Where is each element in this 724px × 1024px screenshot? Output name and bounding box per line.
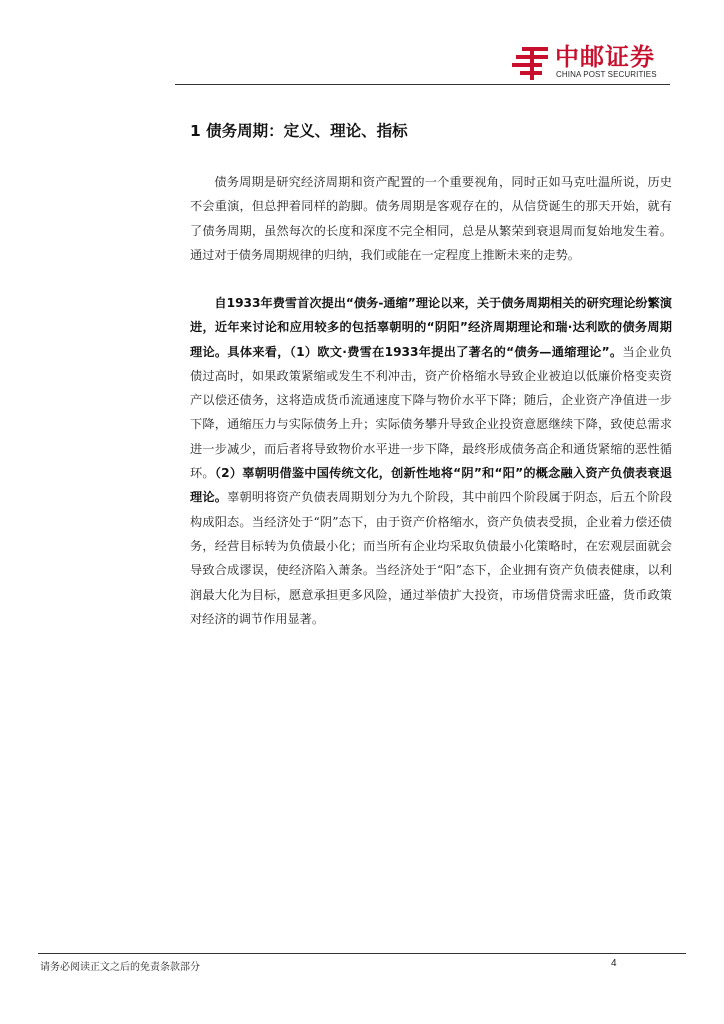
text-debt-deflation-mechanism: 当企业负债过高时，如果政策紧缩或发生不利冲击，资产价格缩水导致企业被迫以低廉价格变卖资产以偿还债务，这将造成货币流通速度下降与物价水平下降；随后，企业资产净值进一步下降，通缩压力与实际债务上升；实际债务攀升导致企业投资意愿继续下降，致使总需求进一步减少，而后者将导致物价水平进一步下降，最终形成债务高企和通货紧缩的恶性循环。 bbox=[190, 344, 672, 481]
header-divider bbox=[175, 84, 670, 85]
bold-text-fisher-theory: 自1933年费雪首次提出“债务-通缩”理论以来，关于债务周期相关的研究理论纷繁演进，近年来讨论和应用较多的包括辜朝明的“阴阳”经济周期理论和瑞·达利欧的债务周期理论。具体来看，（1）欧文·费雪在1933年提出了著名的“债务—通缩理论”。 bbox=[190, 296, 672, 359]
brand-logo bbox=[512, 44, 672, 84]
page-number: 4 bbox=[611, 958, 617, 969]
section-title: 1 债务周期：定义、理论、指标 bbox=[190, 122, 408, 140]
paragraph-debt-cycle-definition: 债务周期是研究经济周期和资产配置的一个重要视角，同时正如马克吐温所说，历史不会重演，但总押着同样的韵脚。债务周期是客观存在的，从信贷诞生的那天开始，就有了债务周期，虽然每次的长度和深度不完全相同，总是从繁荣到衰退周而复始地发生着。通过对于债务周期规律的归纳，我们或能在一定程度上推断未来的走势。 bbox=[190, 175, 672, 262]
footer-divider bbox=[38, 953, 686, 954]
footer-disclaimer: 请务必阅读正文之后的免责条款部分 bbox=[40, 962, 200, 973]
china-post-logo-icon bbox=[512, 44, 552, 80]
brand-name-cn: 中邮证券 bbox=[555, 43, 655, 71]
text-yin-yang-stages: 辜朝明将资产负债表周期划分为九个阶段，其中前四个阶段属于阴态，后五个阶段构成阳态。当经济处于“阴”态下，由于资产价格缩水，资产负债表受损，企业着力偿还债务，经营目标转为负债最小化；而当所有企业均采取负债最小化策略时，在宏观层面就会导致合成谬误，使经济陷入萧条。当经济处于“阳”态下，企业拥有资产负债表健康，以利润最大化为目标，愿意承担更多风险，通过举债扩大投资，市场借贷需求旺盛，货币政策对经济的调节作用显著。 bbox=[190, 490, 673, 626]
bold-text-koo-theory: （2）辜朝明借鉴中国传统文化，创新性地将“阴”和“阳”的概念融入资产负债表衰退理论。 bbox=[190, 466, 673, 505]
paragraph-debt-cycle-theories bbox=[190, 291, 672, 631]
brand-name-en: CHINA POST SECURITIES bbox=[556, 70, 657, 79]
